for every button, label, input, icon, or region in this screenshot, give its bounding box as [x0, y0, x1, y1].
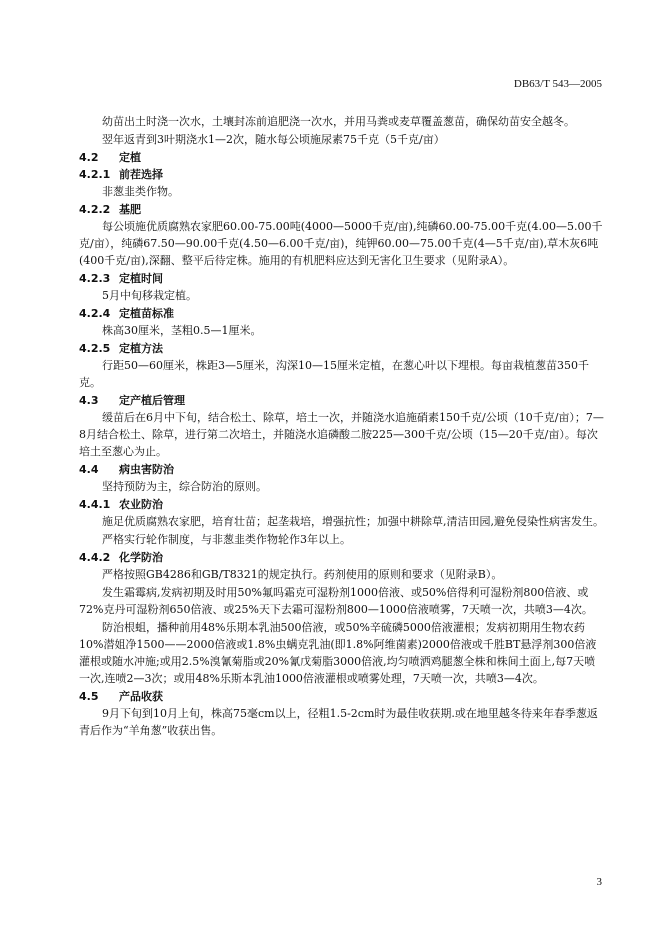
section-heading	[79, 496, 604, 513]
paragraph: 防治根蛆，播种前用48%乐期本乳油500倍液，或50%辛硫磷5000倍液灌根；发病初期用生物农药10%潜姐净1500——2000倍液或1.8%虫螨克乳油(即1.8%阿维菌素)2000倍液或千胜BT悬浮剂300倍液灌根或随水冲施;或用2.5%溴氰菊脂或20%氰戊菊脂3000倍液,均匀喷洒鸡腿葱全株和株间土面上,每7天喷一次,连喷2—3次；或用48%乐斯本乳油1000倍液灌根或喷雾处理，7天喷一次，共喷3—4次。	[79, 621, 597, 685]
section-number: 4.2.1	[79, 168, 111, 181]
section-number: 4.2.5	[79, 342, 111, 355]
section-title: 定产植后管理	[119, 394, 185, 407]
paragraph: 严格按照GB4286和GB/T8321的规定执行。药剂使用的原则和要求（见附录B）。	[102, 568, 503, 581]
paragraph: 9月下旬到10月上旬，株高75毫cm以上，径粗1.5-2cm时为最佳收获期.或在地里越冬待来年春季葱返青后作为“羊角葱”收获出售。	[79, 707, 598, 737]
paragraph: 幼苗出土时浇一次水，土壤封冻前追肥浇一次水，并用马粪或麦草覆盖葱苗，确保幼苗安全越冬。	[102, 115, 575, 128]
section-title: 病虫害防治	[119, 463, 174, 476]
paragraph: 每公顷施优质腐熟农家肥60.00-75.00吨(4000—5000千克/亩),纯磷60.00-75.00千克(4.00—5.00千克/亩），纯磷67.50—90.00千克(4.50—6.00千克/亩)，纯钾60.00—75.00千克(4—5千克/亩),草木灰6吨(400千克/亩),深翻、整平后待定株。施用的有机肥料应达到无害化卫生要求（见附录A）。	[79, 220, 603, 267]
section-title: 农业防治	[119, 498, 163, 511]
paragraph: 株高30厘米，茎粗0.5—1厘米。	[102, 324, 262, 337]
section-heading	[79, 688, 604, 705]
section-heading	[79, 461, 604, 478]
section-number: 4.2	[79, 151, 99, 164]
document-body	[79, 113, 604, 740]
section-number: 4.4	[79, 463, 99, 476]
section-number: 4.2.4	[79, 307, 111, 320]
paragraph: 非葱韭类作物。	[102, 185, 179, 198]
section-number: 4.2.3	[79, 272, 111, 285]
section-heading	[79, 392, 604, 409]
section-title: 定植时间	[119, 272, 163, 285]
paragraph: 行距50—60厘米，株距3—5厘米，沟深10—15厘米定植，在葱心叶以下埋根。每亩栽植葱苗350千克。	[79, 359, 589, 389]
section-title: 定植	[119, 151, 141, 164]
section-number: 4.4.2	[79, 551, 111, 564]
paragraph: 缓苗后在6月中下旬，结合松土、除草，培土一次，并随浇水追施硝素150千克/公顷（10千克/亩）；7—8月结合松土、除草，进行第二次培土，并随浇水追磷酸二胺225—300千克/公顷（15—20千克/亩）。每次培土至葱心为止。	[79, 411, 604, 458]
section-number: 4.2.2	[79, 203, 111, 216]
section-title: 产品收获	[119, 690, 163, 703]
section-title: 定植苗标准	[119, 307, 174, 320]
section-heading	[79, 549, 604, 566]
section-title: 前茬选择	[119, 168, 163, 181]
section-heading	[79, 149, 604, 166]
paragraph: 翌年返青到3叶期浇水1—2次，随水每公顷施尿素75千克（5千克/亩）	[102, 133, 445, 146]
section-title: 基肥	[119, 203, 141, 216]
section-heading	[79, 201, 604, 218]
section-title: 化学防治	[119, 551, 163, 564]
paragraph: 发生霜霉病,发病初期及时用50%氟吗霜克可湿粉剂1000倍液、或50%倍得利可湿粉剂800倍液、或72%克丹可湿粉剂650倍液、或25%天下去霜可湿粉剂800—1000倍液喷雾，7天喷一次，共喷3—4次。	[79, 586, 593, 616]
section-number: 4.3	[79, 394, 99, 407]
section-title: 定植方法	[119, 342, 163, 355]
paragraph: 严格实行轮作制度，与非葱韭类作物轮作3年以上。	[102, 533, 351, 546]
section-heading	[79, 305, 604, 322]
section-number: 4.4.1	[79, 498, 111, 511]
section-heading	[79, 270, 604, 287]
section-heading	[79, 166, 604, 183]
paragraph: 5月中旬移栽定植。	[102, 289, 197, 302]
page-number: 3	[596, 876, 602, 888]
document-code: DB63/T 543—2005	[513, 78, 602, 90]
section-heading	[79, 340, 604, 357]
paragraph: 施足优质腐熟农家肥，培育壮苗；起垄栽培，增强抗性；加强中耕除草,清洁田园,避免侵染性病害发生。	[102, 515, 604, 528]
paragraph: 坚持预防为主，综合防治的原则。	[102, 480, 267, 493]
section-number: 4.5	[79, 690, 99, 703]
